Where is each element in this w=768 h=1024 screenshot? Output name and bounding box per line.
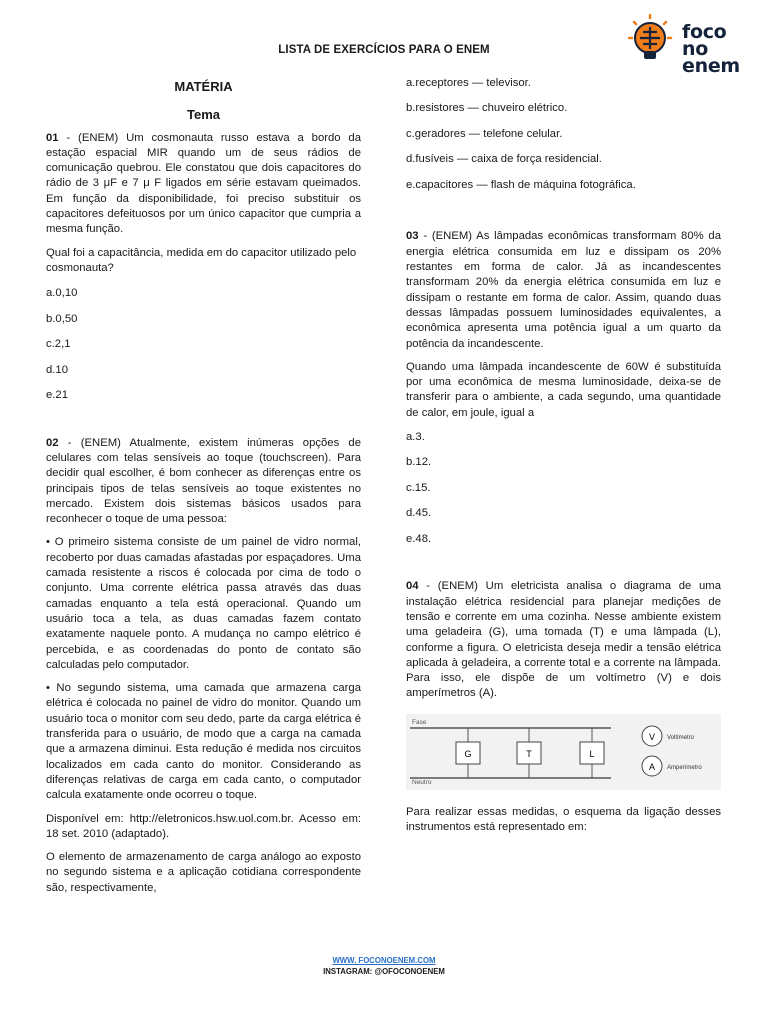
instagram-handle: INSTAGRAM: @OFOCONOENEM (323, 967, 445, 976)
question-3-number: 03 (406, 230, 419, 243)
fase-label: Fase (412, 718, 427, 726)
question-1-text (46, 131, 361, 238)
subject-heading: MATÉRIA (174, 79, 233, 94)
ammeter-label: Amperímetro (667, 764, 702, 771)
circuit-diagram (406, 714, 721, 790)
question-4-body: - (ENEM) Um eletricista analisa o diagrama de uma instalação elétrica residencial para planejar medições de tensão e corrente em uma cozinha. Nesse ambiente existem uma geladeira (G), uma tomada (T) e uma lâmpada (L), conforme a figura. O eletricista deseja medir a tensão elétrica aplicada à geladeira, a corrente total e a corrente na lâmpada. Para isso, ele dispõe de um voltímetro (V) e dois amperímetros (A). (406, 580, 721, 700)
option-item: e.capacitores — flash de máquina fotográfica. (406, 178, 636, 191)
question-3-body: - (ENEM) As lâmpadas econômicas transformam 80% da energia elétrica consumida em luz e dissipam os 20% restantes em forma de calor. Já as incandescentes transformam 20% da energia elétrica consumida em luz e dissipam o restante em forma de calor. Assim, quando duas dessas lâmpadas possuem luminosidades equivalentes, a econômica apresenta uma potência igual a um quarto da potência da incandescente. (406, 230, 721, 350)
question-1-prompt: Qual foi a capacitância, medida em do capacitor utilizado pelo cosmonauta? (46, 246, 357, 274)
question-2-source: Disponível em: http://eletronicos.hsw.uol.com.br. Acesso em: 18 set. 2010 (adaptado). (46, 812, 361, 840)
footer (0, 955, 768, 977)
question-2-body: - (ENEM) Atualmente, existem inúmeras opções de celulares com telas sensíveis ao toque (touchscreen). Para decidir qual escolher, é bom conhecer as diferenças entre os principais tipos de telas sensíveis ao toque existentes no mercado. Existem dois sistemas básicos usados para reconhecer o toque de uma pessoa: (46, 436, 361, 526)
question-2-prompt: O elemento de armazenamento de carga análogo ao exposto no segundo sistema e a aplicação cotidiana correspondente são, respectivamente, (46, 851, 361, 894)
option-item: e.48. (406, 532, 432, 545)
question-2-intro (46, 436, 361, 528)
question-1-options (46, 286, 361, 403)
question-1-body: - (ENEM) Um cosmonauta russo estava a bordo da estação espacial MIR quando um de seus rádios de comunicação quebrou. Ele constatou que dois capacitores do rádio de 3 μF e 7 μ F ligados em série estavam queimados. Em função da disponibilidade, foi preciso substituir os capacitores defeituosos por um único capacitor que cumpria a mesma função. (46, 131, 361, 236)
option-item: a.3. (406, 430, 425, 443)
option-item: a.receptores — televisor. (406, 77, 531, 89)
right-column (406, 76, 721, 844)
option-item: c.15. (406, 481, 431, 494)
topic-heading: Tema (187, 107, 220, 123)
question-2-options (406, 76, 721, 193)
question-2-bullet-1: • O primeiro sistema consiste de um painel de vidro normal, recoberto por duas camadas afastadas por espaçadores. Uma camada resistente a riscos é colocada por cima de todo o conjunto. Uma corrente elétrica passa através das duas camadas enquanto a tela está operacional. Quando um usuário toca a tela, as duas camadas fazem contato exatamente naquele ponto. A mudança no campo elétrico é percebida, e as coordenadas do ponto de contato são calculadas pelo computador. (46, 536, 361, 671)
option-item: b.12. (406, 456, 432, 469)
option-item: c.2,1 (46, 338, 71, 351)
option-item: d.fusíveis — caixa de força residencial. (406, 153, 602, 166)
question-3-prompt: Quando uma lâmpada incandescente de 60W é substituída por uma econômica de mesma luminosidade, deixa-se de transferir para o ambiente, a cada segundo, uma quantidade de calor, em joule, igual a (406, 360, 721, 419)
option-item: d.10 (46, 363, 68, 376)
logo-line-1: foco (682, 21, 727, 43)
component-g-label: G (464, 748, 472, 759)
question-4-number: 04 (406, 580, 419, 593)
option-item: b.resistores — chuveiro elétrico. (406, 102, 568, 115)
option-item: e.21 (46, 389, 68, 402)
left-column (46, 76, 361, 904)
option-item: d.45. (406, 507, 432, 520)
question-4-prompt: Para realizar essas medidas, o esquema da ligação desses instrumentos está representado em: (406, 806, 721, 834)
question-3-text (406, 229, 721, 351)
question-3-options (406, 430, 721, 547)
neutro-label: Neutro (412, 778, 432, 786)
document-title: LISTA DE EXERCÍCIOS PARA O ENEM (278, 44, 490, 56)
question-2-bullet-2: • No segundo sistema, uma camada que armazena carga elétrica é colocada no painel de vidro do monitor. Quando um usuário toca o monitor com seu dedo, parte da carga elétrica é transferida para o usuário, de modo que a carga na camada que a armazena diminui. Esta redução é medida nos circuitos localizados em cada canto do monitor. Considerando as diferenças relativas de carga em cada canto, o computador calcula exatamente onde ocorreu o toque. (46, 682, 361, 802)
website-link[interactable]: WWW. FOCONOENEM.COM (332, 956, 436, 965)
voltmeter-label: Voltímetro (667, 734, 695, 741)
voltmeter-symbol-label: V (648, 731, 656, 742)
option-item: a.0,10 (46, 287, 78, 300)
option-item: c.geradores — telefone celular. (406, 127, 563, 140)
question-4-text (406, 579, 721, 701)
component-l-label: L (589, 748, 595, 759)
logo-line-2: no enem (682, 38, 740, 77)
lightbulb-brain-icon (628, 14, 680, 64)
question-1-number: 01 (46, 131, 59, 144)
option-item: b.0,50 (46, 312, 78, 325)
component-t-label: T (526, 748, 532, 759)
question-2-number: 02 (46, 436, 59, 449)
ammeter-symbol-label: A (648, 761, 656, 772)
